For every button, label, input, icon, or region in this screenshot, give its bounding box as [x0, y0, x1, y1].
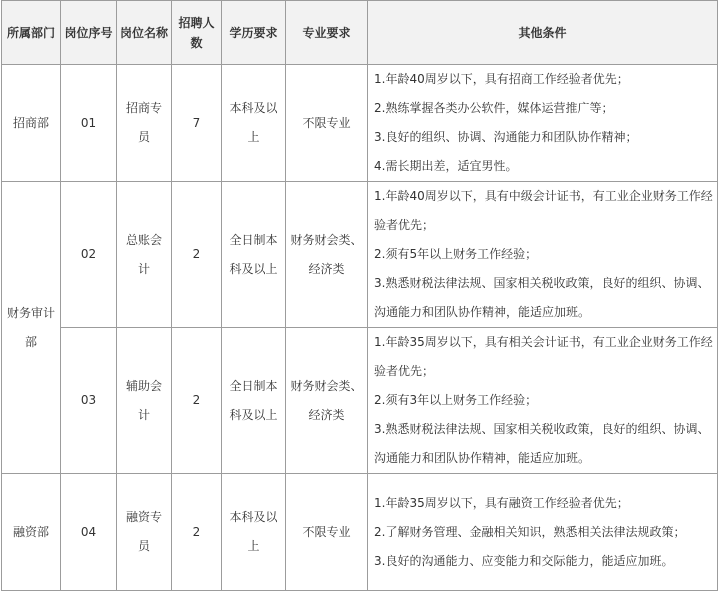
condition-item: 2.须有3年以上财务工作经验；: [374, 393, 538, 407]
post-name-text: 招商专员: [125, 101, 162, 144]
major-cell: 不限专业: [286, 474, 368, 591]
post-name-cell: 辅助会计: [117, 328, 172, 474]
condition-item: 1.年龄40周岁以下，具有中级会计证书，有工业企业财务工作经验者优先；: [374, 189, 713, 232]
header-count: 招聘人数: [172, 1, 222, 65]
post-name-cell: 融资专员: [117, 474, 172, 591]
condition-item: 1.年龄35周岁以下，具有相关会计证书，有工业企业财务工作经验者优先；: [374, 335, 713, 378]
count-cell: 2: [172, 474, 222, 591]
header-post-name: 岗位名称: [117, 1, 172, 65]
header-major: 专业要求: [286, 1, 368, 65]
post-no-cell: 03: [61, 328, 117, 474]
dept-cell: 招商部: [2, 65, 61, 182]
table-row: [2, 328, 718, 474]
condition-item: 2.须有5年以上财务工作经验；: [374, 247, 538, 261]
count-cell: 2: [172, 328, 222, 474]
major-cell: 不限专业: [286, 65, 368, 182]
recruitment-table: [1, 0, 718, 591]
table-row: [2, 474, 718, 591]
dept-cell: 融资部: [2, 474, 61, 591]
dept-cell: 财务审计部: [2, 182, 61, 474]
condition-item: 2.了解财务管理、金融相关知识，熟悉相关法律法规政策；: [374, 524, 686, 539]
header-education: 学历要求: [222, 1, 286, 65]
conditions-cell: [368, 328, 718, 474]
header-dept: 所属部门: [2, 1, 61, 65]
education-cell: 本科及以上: [222, 65, 286, 182]
condition-item: 2.熟练掌握各类办公软件，媒体运营推广等；: [374, 101, 614, 115]
condition-item: 3.良好的组织、协调、沟通能力和团队协作精神；: [374, 130, 638, 144]
education-cell: 本科及以上: [222, 474, 286, 591]
education-cell: 全日制本科及以上: [222, 182, 286, 328]
table-row: [2, 65, 718, 182]
condition-item: 3.熟悉财税法律法规、国家相关税收政策，良好的组织、协调、沟通能力和团队协作精神，能适应加班。: [374, 422, 710, 465]
condition-item: 1.年龄40周岁以下，具有招商工作经验者优先；: [374, 72, 629, 86]
post-name-cell: 总账会计: [117, 182, 172, 328]
header-row: [2, 1, 718, 65]
conditions-cell: [368, 65, 718, 182]
header-post-no: 岗位序号: [61, 1, 117, 65]
table-row: [2, 182, 718, 328]
post-no-cell: 01: [61, 65, 117, 182]
condition-item: 3.良好的沟通能力、应变能力和交际能力，能适应加班。: [374, 553, 674, 568]
post-no-cell: 04: [61, 474, 117, 591]
condition-item: 1.年龄35周岁以下，具有融资工作经验者优先；: [374, 495, 629, 510]
major-cell: 财务财会类、经济类: [286, 328, 368, 474]
condition-item: 4.需长期出差，适宜男性。: [374, 159, 518, 173]
condition-item: 3.熟悉财税法律法规、国家相关税收政策，良好的组织、协调、沟通能力和团队协作精神，能适应加班。: [374, 276, 710, 319]
count-cell: 7: [172, 65, 222, 182]
post-no-cell: 02: [61, 182, 117, 328]
count-cell: 2: [172, 182, 222, 328]
conditions-cell: [368, 474, 718, 591]
post-name-cell: [117, 65, 172, 182]
header-other: 其他条件: [368, 1, 718, 65]
major-cell: 财务财会类、经济类: [286, 182, 368, 328]
education-cell: 全日制本科及以上: [222, 328, 286, 474]
conditions-cell: [368, 182, 718, 328]
